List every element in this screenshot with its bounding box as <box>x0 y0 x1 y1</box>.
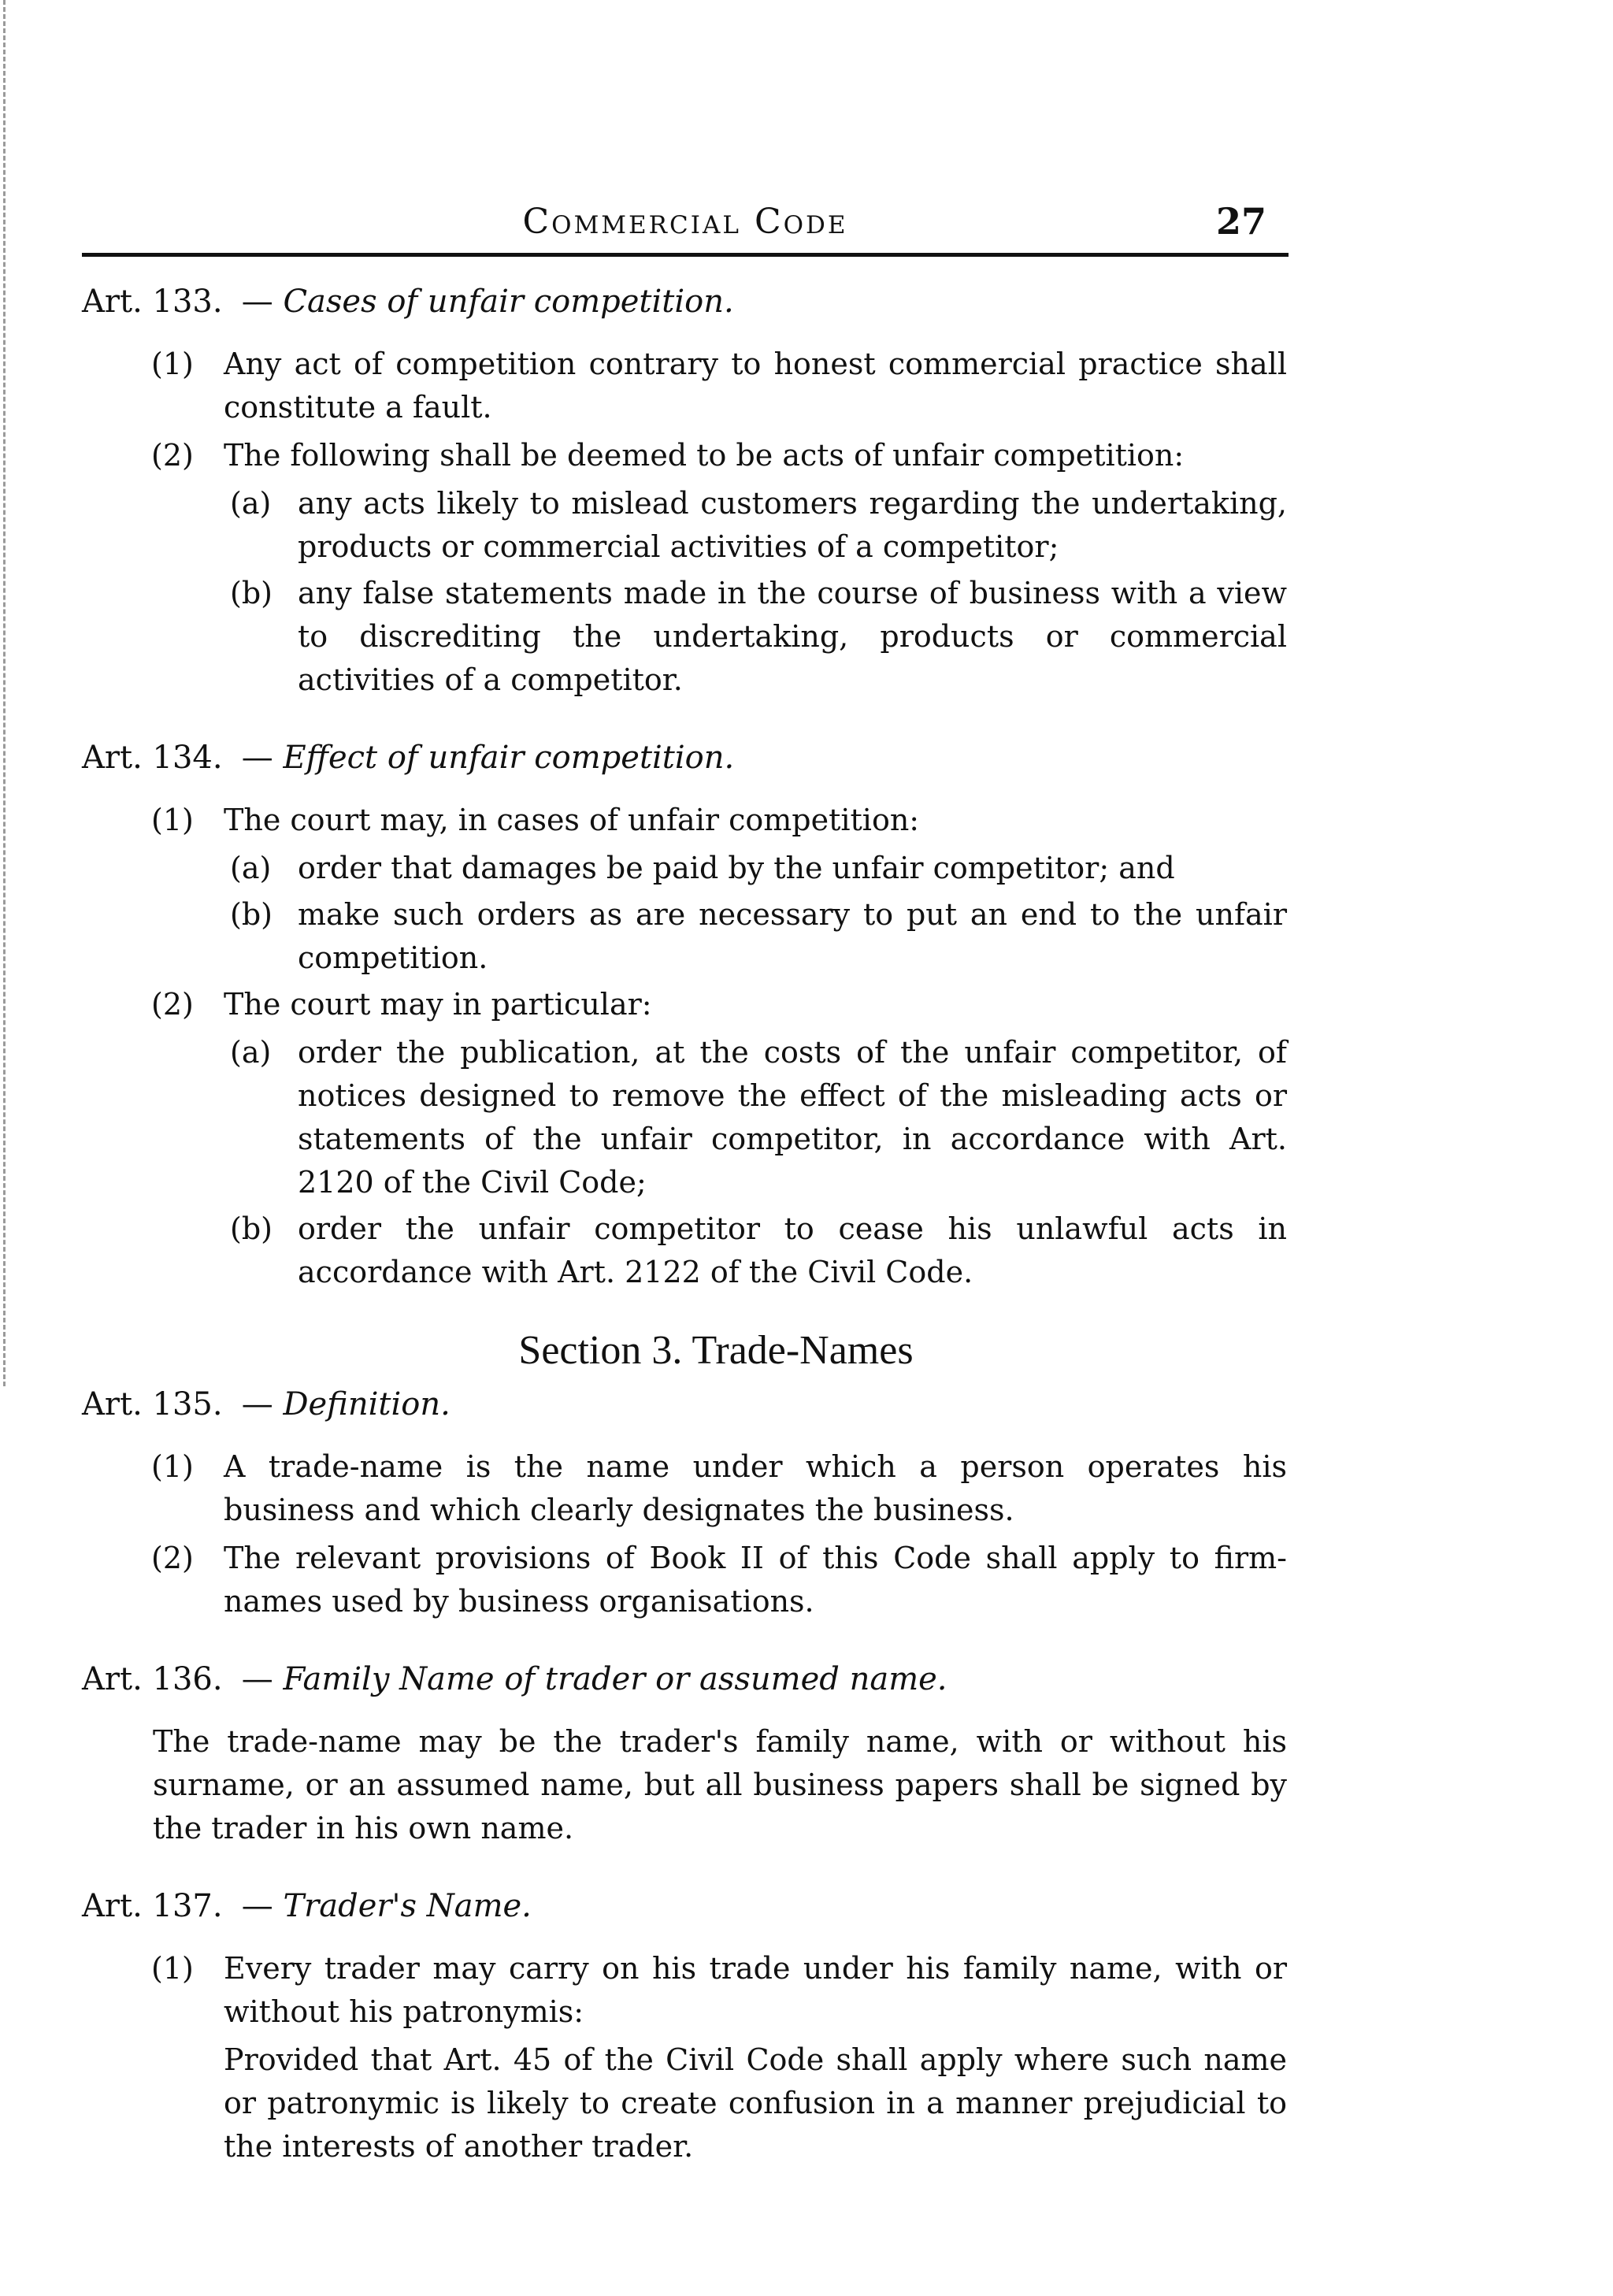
article-title: Definition. <box>283 1386 451 1422</box>
article-title: Trader's Name. <box>283 1888 532 1924</box>
page-header <box>82 186 1289 257</box>
sub-paragraph <box>82 847 1287 890</box>
paragraph <box>82 1445 1287 1532</box>
article-number: Art. 136. <box>82 1661 223 1697</box>
sub-paragraph <box>82 1207 1287 1294</box>
article-133 <box>82 280 1287 702</box>
article-dash: — <box>241 1386 273 1422</box>
article-heading <box>82 1383 1287 1426</box>
sub-label: (b) <box>230 1211 273 1246</box>
sub-text: any false statements made in the course of business with a view to discrediting the undertaking, products or commercial activities of a competitor. <box>298 576 1287 697</box>
section-title: Section 3. Trade-Names <box>518 1328 914 1373</box>
sub-paragraph <box>82 1031 1287 1204</box>
article-heading <box>82 1885 1287 1928</box>
sub-text: order the unfair competitor to cease his unlawful acts in accordance with Art. 2122 of the Civil Code. <box>298 1211 1287 1289</box>
article-135 <box>82 1383 1287 1623</box>
sub-text: make such orders as are necessary to put an end to the unfair competition. <box>298 897 1287 975</box>
article-dash: — <box>241 284 273 320</box>
paragraph-label: (2) <box>151 987 194 1022</box>
paragraph <box>82 799 1287 842</box>
sub-label: (a) <box>230 486 272 521</box>
article-number: Art. 134. <box>82 740 223 776</box>
article-body: The trade-name may be the trader's family name, with or without his surname, or an assumed name, but all business papers shall be signed by the trader in his own name. <box>153 1724 1287 1845</box>
article-dash: — <box>241 740 273 776</box>
article-title: Effect of unfair competition. <box>283 740 735 776</box>
sub-label: (b) <box>230 576 273 610</box>
article-136 <box>82 1658 1287 1850</box>
sub-text: any acts likely to mislead customers regarding the undertaking, products or commercial activities of a competitor; <box>298 486 1287 564</box>
article-heading <box>82 280 1287 324</box>
paragraph <box>82 1947 1287 2034</box>
sub-text: order the publication, at the costs of the unfair competitor, of notices designed to remove the effect of the misleading acts or statements of the unfair competitor, in accordance with Art. 2120 of the Civil Code; <box>298 1035 1287 1200</box>
paragraph-label: (1) <box>151 1449 194 1484</box>
page-number: 27 <box>1215 200 1266 243</box>
paragraph-proviso: Provided that Art. 45 of the Civil Code shall apply where such name or patronymic is likely to create confusion in a manner prejudicial to the interests of another trader. <box>224 2042 1287 2164</box>
article-number: Art. 133. <box>82 284 223 320</box>
article-title: Family Name of trader or assumed name. <box>283 1661 947 1697</box>
paragraph <box>82 434 1287 477</box>
paragraph <box>82 983 1287 1026</box>
paragraph-text: The court may in particular: <box>224 987 652 1022</box>
paragraph <box>82 1537 1287 1623</box>
article-title: Cases of unfair competition. <box>283 284 734 320</box>
page-edge-line <box>3 0 6 1386</box>
sub-label: (a) <box>230 851 272 885</box>
article-heading <box>82 736 1287 780</box>
paragraph-label: (1) <box>151 1951 194 1986</box>
sub-label: (b) <box>230 897 273 932</box>
running-head: Commercial Code <box>522 202 848 242</box>
paragraph-text: The relevant provisions of Book II of this Code shall apply to firm-names used by business organisations. <box>224 1541 1287 1619</box>
paragraph-label: (2) <box>151 1541 194 1575</box>
article-dash: — <box>241 1888 273 1924</box>
sub-paragraph <box>82 482 1287 569</box>
paragraph-text: The following shall be deemed to be acts of unfair competition: <box>224 438 1185 473</box>
paragraph-text: A trade-name is the name under which a person operates his business and which clearly designates the business. <box>224 1449 1287 1527</box>
paragraph <box>82 343 1287 429</box>
article-dash: — <box>241 1661 273 1697</box>
paragraph-text: Any act of competition contrary to honest commercial practice shall constitute a fault. <box>224 347 1287 425</box>
article-heading <box>82 1658 1287 1701</box>
article-number: Art. 137. <box>82 1888 223 1924</box>
paragraph-label: (1) <box>151 803 194 837</box>
paragraph-label: (2) <box>151 438 194 473</box>
article-number: Art. 135. <box>82 1386 223 1422</box>
sub-label: (a) <box>230 1035 272 1070</box>
paragraph-text: The court may, in cases of unfair competition: <box>224 803 920 837</box>
paragraph-text: Every trader may carry on his trade under his family name, with or without his patronymis: <box>224 1951 1287 2029</box>
sub-paragraph <box>82 572 1287 702</box>
sub-text: order that damages be paid by the unfair competitor; and <box>298 851 1175 885</box>
sub-paragraph <box>82 893 1287 980</box>
header-rule <box>82 253 1289 257</box>
article-134 <box>82 736 1287 1294</box>
article-137 <box>82 1885 1287 2168</box>
paragraph-label: (1) <box>151 347 194 381</box>
page-content <box>82 280 1287 2203</box>
